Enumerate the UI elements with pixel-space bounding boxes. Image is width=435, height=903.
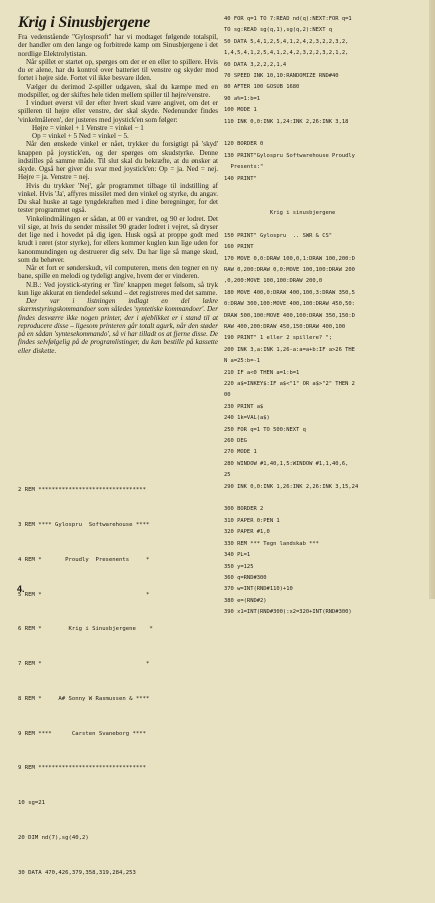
code-listing-left: [18, 462, 218, 903]
code-line: TO sg:READ sg(q,1),sg(q,2):NEXT q: [224, 27, 333, 34]
code-line: 280 WINDOW #1,40,1,5:WINDOW #1,1,40,6,: [224, 460, 349, 467]
code-line: 00: [224, 392, 231, 399]
paragraph: N.B.: Ved joystick-styring er 'fire' knappen meget følsom, så tryk kun lige akkurat en tiendedel sekund – det registreres med det samme.: [18, 280, 218, 297]
paragraph: Når spillet er startet op, spørges om der er en eller to spillere. Hvis du er alene, har du kontrol over batteriet til venstre og skyder mod fortet i højre side. Fortet vil ikke besvare ilden.: [18, 57, 218, 83]
code-line: 7 REM * *: [18, 661, 150, 668]
code-line: 9 REM **** Carsten Svaneborg ****: [18, 730, 146, 737]
code-line: 370 w=INT(RND#110)+10: [224, 586, 293, 593]
code-line: 360 q=RND#300: [224, 574, 267, 581]
code-line: 120 BORDER 0: [224, 141, 264, 148]
code-line: 380 e=(RND#2): [224, 597, 267, 604]
code-line: 140 PRINT": [224, 175, 257, 182]
paragraph: Hvis du trykker 'Nej', går programmet tilbage til indstilling af vinkel. Hvis 'Ja', affyres missilet med den vinkel og styrke, du angav. Du skal huske at tage tyngdekraften med i dine beregninger, for det tester programmet også.: [18, 181, 218, 215]
page-edge: [429, 0, 435, 599]
code-line: 6 REM * Krig i Sinusbjergene *: [18, 626, 153, 633]
code-line: 40 FOR q=1 TO 7:READ nd(q):NEXT:FOR q=1: [224, 16, 352, 22]
code-line: 25: [224, 472, 231, 479]
code-line: 190 PRINT" 1 eller 2 spillere? ";: [224, 335, 333, 342]
code-line: 240 1k=VAL(a$): [224, 415, 270, 422]
code-line: 50 DATA 5,4,1,2,5,4,1,2,4,2,3,2,2,3,2,: [224, 38, 349, 45]
paragraph: Der var i listningen indlagt en del lækre skærmstyringskommandoer som således 'syntetiske kommandoer'. Der findes desværre ikke nogen printer, der i øjeblikket er i stand til at reproducere disse – ligesom printeren går totalt agurk, når den støder på en sådan 'syntesekommando', så vi har tilladt os at fjerne disse. De findes selvfølgelig på de programlistinger, du kan bestille på kassette eller diskette.: [18, 297, 218, 355]
code-line: 1,4,5,4,1,2,5,4,1,2,4,2,3,2,2,3,2,1,2,: [224, 50, 349, 57]
code-line: 0:DRAW 300,100:MOVE 400,100:DRAW 450,50:: [224, 301, 355, 308]
article-body: [18, 33, 218, 355]
page-number: 4.: [17, 584, 25, 594]
code-line: 230 PRINT a$: [224, 403, 264, 410]
code-line: 110 INK 0,0:INK 1,24:INK 2,26:INK 3,18: [224, 118, 349, 125]
code-line: [224, 197, 429, 208]
code-line: 5 REM * *: [18, 591, 150, 598]
code-line: 250 FOR q=1 TO 500:NEXT q: [224, 426, 306, 433]
article-column: [18, 14, 218, 355]
code-line: 260 DEG: [224, 438, 247, 445]
article-title: Krig i Sinusbjergene: [18, 14, 151, 31]
code-line: 90 a%=1:b=1: [224, 95, 261, 102]
code-line: [224, 128, 429, 139]
code-line: RAW 400,200:DRAW 450,150:DRAW 400,100: [224, 323, 346, 330]
code-line: 4 REM * Proudly Presenents *: [18, 556, 150, 563]
paragraph: Fra vedenstående "Gylosprsoft" har vi modtaget følgende totalspil, der handler om den lange og forbitrede kamp om Sinusbjergene i det nordlige Elektrolytistan.: [18, 33, 218, 58]
paragraph: Højre = vinkel + 1 Venstre = vinkel − 1: [32, 123, 144, 132]
code-line: 270 MODE 1: [224, 449, 257, 456]
code-line: RAW 0,200:DRAW 0,0:MOVE 100,100:DRAW 200: [224, 266, 355, 273]
code-line: [224, 185, 429, 196]
code-line: ,0,200:MOVE 100,100:DRAW 200,0: [224, 278, 323, 285]
code-listing-right: [224, 14, 429, 619]
code-line: 150 PRINT" Gylospru .. SWR & CS": [224, 232, 333, 239]
code-line: 210 IF a<0 THEN a=1:b=1: [224, 369, 300, 376]
paragraph: I vinduet øverst vil der efter hvert skud være angivet, om det er spilleren til højre eller venstre, der skal skyde. Nedenunder findes 'vinkelmåleren', der justeres med joystick'en som følger:: [18, 99, 218, 124]
code-line: 20 DIM nd(7),sg(40,2): [18, 835, 89, 841]
paragraph: Når den ønskede vinkel er nået, trykker du forsigtigt på 'skyd' knappen på joystick'en, og der spørges om skudstyrke. Denne indstilles på samme måde. Til slut skal du bekræfte, at du ønsker at skyde. Også her giver du svar med joystick'en: Op = ja. Ned = nej. Højre = ja. Venstre = nej.: [18, 140, 218, 182]
code-line: 390 x1=INT(RND#300):x2=320+INT(RND#300): [224, 609, 352, 616]
code-line: Krig i sinusbjergene: [224, 209, 336, 216]
code-line: 330 REM *** Tegn landskab ***: [224, 540, 319, 547]
code-line: 200 INK 3,a:INK 1,26-a:a=a+b:IF a>26 THE: [224, 346, 355, 353]
code-line: DRAW 500,100:MOVE 400,100:DRAW 350,150:D: [224, 312, 355, 319]
code-line: 170 MOVE 0,0:DRAW 100,0,1:DRAW 100,200:D: [224, 255, 355, 262]
code-line: 60 DATA 3,2,2,2,1,4: [224, 61, 287, 68]
code-line: 100 MODE 1: [224, 107, 257, 114]
code-line: 320 PAPER #1,0: [224, 529, 270, 536]
code-line: 8 REM * A# Sonny W Rasmussen & ****: [18, 695, 150, 702]
code-line: 9 REM ********************************: [18, 765, 146, 772]
paragraph: Når et fort er sønderskudt, vil computeren, mens den tegner en ny bane, spille en melodi og tydeligt angive, hvem der er vinderen.: [18, 264, 218, 281]
code-line: 300 BORDER 2: [224, 506, 264, 513]
paragraph: Vinkelindmålingen er sådan, at 00 er vandret, og 90 er lodret. Det vil sige, at hvis du sender missilet 90 grader lodret i vejret, så dryser det lige ned i hovedet på dig igen. Husk også at proppe godt med krudt i røret (stor styrke), for ellers kommer kuglen kun lige uden for kanonmundingen og destruerer dig selv. Du har lige så mange skud, som du behøver.: [18, 214, 218, 264]
code-line: [224, 219, 429, 230]
code-line: 70 SPEED INK 10,10:RANDOMIZE RND#40: [224, 73, 339, 80]
code-line: 30 DATA 470,426,379,358,319,284,253: [18, 869, 136, 876]
code-line: 10 sg=21: [18, 800, 45, 807]
code-line: 130 PRINT"Gylospru Softwarehouse Proudly: [224, 152, 355, 159]
code-line: 3 REM **** Gylospru Softwarehouse ****: [18, 521, 150, 528]
code-line: N a=25:b=-1: [224, 358, 261, 365]
code-line: 310 PAPER 0:PEN 1: [224, 517, 280, 524]
code-line: 340 PL=1: [224, 552, 251, 559]
code-line: 160 PRINT: [224, 244, 254, 251]
code-line: 220 a$=INKEY$:IF a$<"1" OR a$>"2" THEN 2: [224, 381, 355, 387]
code-line: 180 MOVE 400,0:DRAW 400,100,3:DRAW 350,5: [224, 289, 355, 296]
paragraph: Op = vinkel + 5 Ned = vinkel − 5.: [32, 132, 129, 140]
code-line: 2 REM ********************************: [18, 487, 146, 494]
code-line: 80 AFTER 100 GOSUB 1680: [224, 84, 300, 91]
code-line: 290 INK 0,0:INK 1,26:INK 2,26:INK 3,15,24: [224, 483, 359, 490]
code-line: Presents:": [224, 164, 264, 171]
paragraph: Vælger du derimod 2-spiller udgaven, skal du kæmpe med en modspiller, og der skiftes hele tiden mellem spiller til højre/venstre.: [18, 82, 218, 99]
code-line: [224, 493, 429, 504]
code-line: 350 y=125: [224, 563, 254, 570]
